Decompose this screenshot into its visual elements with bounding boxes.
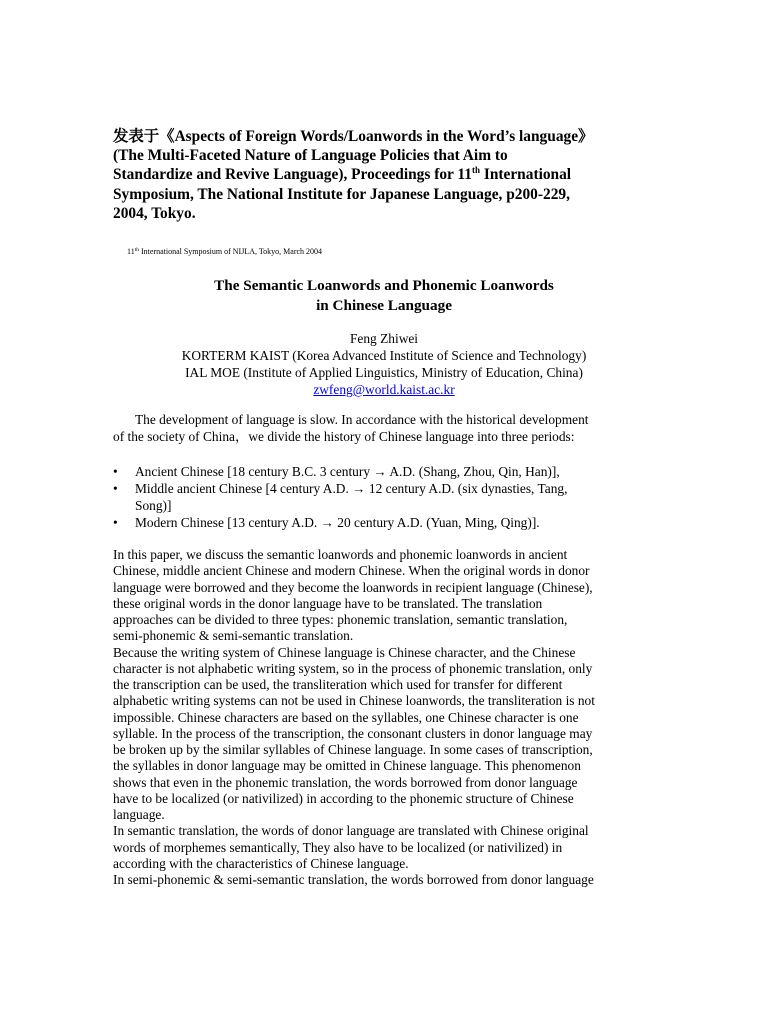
bullet-icon: • [113,464,118,479]
text-line: In this paper, we discuss the semantic loanwords and phonemic loanwords in ancient [113,547,568,562]
paragraph-semantic [113,823,673,872]
paragraph-scope [113,547,673,645]
periods-list [113,463,673,531]
publication-line: 2004, Tokyo. [113,204,196,222]
publication-line [113,165,673,184]
author-name: Feng Zhiwei [349,331,419,346]
text-line: Because the writing system of Chinese language is Chinese character, and the Chinese [113,644,576,660]
conference-ordinal: 11 [127,247,135,256]
author-block [0,330,768,398]
text-line: semi-phonemic & semi-semantic translation. [113,628,354,644]
title-line-2: in Chinese Language [316,296,452,314]
text-line: these original words in the donor language have to be translated. The translation [113,595,543,611]
intro-line: of the society of China，we divide the history of Chinese language into three periods: [113,429,575,444]
list-item [113,480,673,514]
intro-paragraph [113,411,663,445]
author-affiliation-1: KORTERM KAIST (Korea Advanced Institute of Science and Technology) [181,348,587,363]
text-line: In semantic translation, the words of donor language are translated with Chinese original [113,823,589,839]
text-line: shows that even in the phonemic translation, the words borrowed from donor language [113,774,578,790]
text-line: language. [113,807,165,822]
title-line-1: The Semantic Loanwords and Phonemic Loanwords [214,277,554,294]
text-line: approaches can be divided to three types: phonemic translation, semantic translation, [113,612,568,627]
intro-line: The development of language is slow. In accordance with the historical development [135,412,589,427]
list-item-text: Song)] [135,498,172,513]
text-line: the syllables in donor language may be omitted in Chinese language. This phenomenon [113,758,581,774]
bullet-icon: • [113,515,118,530]
publication-line: 发表于《Aspects of Foreign Words/Loanwords in the Word’s language》 [113,128,594,145]
list-item [113,514,673,531]
paragraph-semi [113,872,673,888]
publication-line: (The Multi-Faceted Nature of Language Policies that Aim to [113,147,508,165]
conference-ordinal-superscript: th [134,247,139,253]
author-email-link[interactable]: zwfeng@world.kaist.ac.kr [313,382,455,397]
conference-header [127,247,322,256]
text-line: words of morphemes semantically, They also have to be localized (or nativilized) in [113,839,563,855]
publication-note [113,127,673,223]
text-line: impossible. Chinese characters are based on the syllables, one Chinese character is one [113,709,579,725]
text-line: be broken up by the similar syllables of Chinese language. In some cases of transcription, [113,742,593,757]
ordinal-superscript: th [471,165,480,176]
author-affiliation-2: IAL MOE (Institute of Applied Linguistics, Ministry of Education, China) [185,365,583,380]
publication-line: Symposium, The National Institute for Japanese Language, p200-229, [113,185,570,203]
text-line: according with the characteristics of Chinese language. [113,855,409,871]
text-line: syllable. In the process of the transcription, the consonant clusters in donor language may [113,725,593,741]
conference-text: International Symposium of NIJLA, Tokyo, March 2004 [138,247,323,256]
body-text [113,547,673,888]
list-item [113,463,673,480]
text-line: In semi-phonemic & semi-semantic translation, the words borrowed from donor language [113,872,594,887]
publication-line-text: Standardize and Revive Language), Proceedings for 11 [113,166,472,184]
publication-line-tail: International [480,166,572,184]
list-item-text: Middle ancient Chinese [4 century A.D. → 12 century A.D. (six dynasties, Tang, [135,481,568,496]
text-line: character is not alphabetic writing system, so in the process of phonemic translation, only [113,660,593,676]
text-line: have to be localized (or nativilized) in according to the phonemic structure of Chinese [113,790,574,806]
list-item-text: Modern Chinese [13 century A.D. → 20 century A.D. (Yuan, Ming, Qing)]. [135,515,540,530]
text-line: alphabetic writing systems can not be used in Chinese loanwords, the transliteration is not [113,693,595,709]
paragraph-phonemic [113,645,673,824]
list-item-text: Ancient Chinese [18 century B.C. 3 century → A.D. (Shang, Zhou, Qin, Han)], [135,464,560,479]
text-line: language were borrowed and they become the loanwords in recipient language (Chinese), [113,579,593,595]
text-line: Chinese, middle ancient Chinese and modern Chinese. When the original words in donor [113,563,590,579]
bullet-icon: • [113,481,118,496]
paper-title [0,276,768,315]
text-line: the transcription can be used, the transliteration which used for transfer for different [113,677,563,692]
